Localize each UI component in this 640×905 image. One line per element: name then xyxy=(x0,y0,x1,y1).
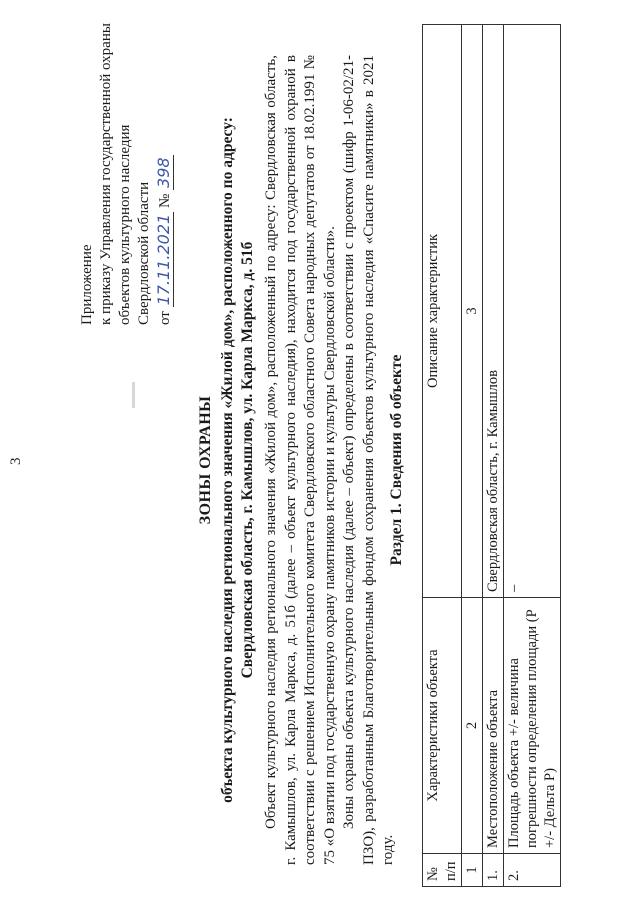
table-header-cell: Описание характеристик xyxy=(423,25,462,598)
table-cell: Свердловская область, г. Камышлов xyxy=(483,25,504,598)
table-header-cell: № п/п xyxy=(423,854,462,887)
document-subtitle: Свердловская область, г. Камышлов, ул. Карла Маркса, д. 51б xyxy=(239,241,256,679)
table-cell: Площадь объекта +/- величина погрешности определения площади (P +/- Дельта P) xyxy=(504,598,561,854)
table-cell: 1. xyxy=(483,854,504,887)
date-prefix: от xyxy=(157,311,173,325)
annex-line: к приказу Управления государственной охраны xyxy=(98,23,114,325)
table-row xyxy=(504,25,561,887)
paragraph: Зоны охраны объекта культурного наследия (далее – объект) определены в соответствии с проектом (шифр 1-06-02/21-ПЗО), разработанным Благотворительным фондом сохранения объектов культурного наследия «Спасите памятники» в 2021 году. xyxy=(341,55,396,865)
page-number: 3 xyxy=(8,457,24,465)
annex-date-line xyxy=(154,0,175,325)
table-header-row xyxy=(423,25,462,887)
handwritten-number: 398 xyxy=(154,157,173,188)
handwritten-date: 17.11.2021 xyxy=(154,213,173,306)
table-cell: 2. xyxy=(504,854,561,887)
table-cell: – xyxy=(504,25,561,598)
number-label: № xyxy=(157,193,173,209)
document-title: ЗОНЫ ОХРАНЫ xyxy=(197,395,214,525)
table-cell: Местоположение объекта xyxy=(483,598,504,854)
table-header-cell: Характеристики объекта xyxy=(423,598,462,854)
table-cell: 2 xyxy=(462,598,483,854)
annex-line: Свердловской области xyxy=(136,181,152,325)
table-cell: 1 xyxy=(462,854,483,887)
annex-line: Приложение xyxy=(79,244,95,325)
section-title: Раздел 1. Сведения об объекте xyxy=(388,354,405,566)
body-text xyxy=(262,55,399,865)
table-row xyxy=(483,25,504,887)
annex-line: объектов культурного наследия xyxy=(117,124,133,325)
faint-mark xyxy=(132,382,135,408)
table-cell: 3 xyxy=(462,25,483,598)
document-subtitle: объекта культурного наследия регионального значения «Жилой дом», расположенного по адресу: xyxy=(219,117,236,803)
annex-block xyxy=(78,0,175,325)
document-heading xyxy=(196,95,258,825)
paragraph: Объект культурного наследия регионального значения «Жилой дом», расположенный по адресу: Свердловская область, г. Камышлов, ул. Карла Маркса, д. 51б (далее – объект культурного наследия), находится под государственной охраной в соответствии с решением Исполнительного комитета Свердловского областного Совета народных депутатов от 18.02.1991 № 75 «О взятии под государственную охрану памятников истории и культуры Свердловской области». xyxy=(263,55,338,865)
table-numbering-row xyxy=(462,25,483,887)
object-info-table xyxy=(422,24,561,887)
